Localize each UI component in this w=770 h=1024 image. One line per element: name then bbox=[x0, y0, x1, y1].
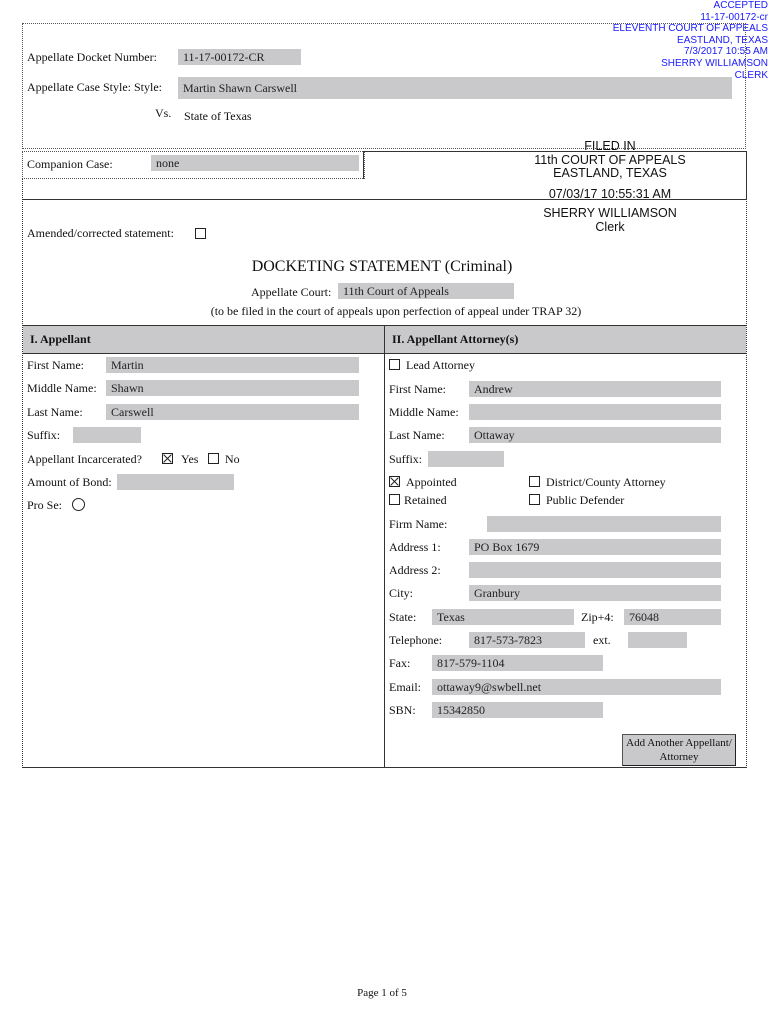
lead-attorney-checkbox[interactable] bbox=[389, 359, 400, 370]
filed-datetime-text: 07/03/17 10:55:31 AM bbox=[548, 186, 672, 201]
district-attorney-label: District/County Attorney bbox=[546, 475, 666, 489]
city-label: City: bbox=[389, 586, 414, 600]
filed-stamp bbox=[510, 140, 710, 235]
firm-name-label: Firm Name: bbox=[389, 517, 448, 531]
incarcerated-yes-label: Yes bbox=[181, 452, 199, 466]
attorney-middle-name-label: Middle Name: bbox=[389, 405, 459, 419]
zip-label: Zip+4: bbox=[581, 610, 614, 624]
ext-label: ext. bbox=[593, 633, 611, 647]
firm-name-field[interactable] bbox=[487, 516, 721, 532]
accepted-line: CLERK bbox=[734, 69, 768, 81]
amended-label: Amended/corrected statement: bbox=[27, 226, 174, 240]
zip-field[interactable]: 76048 bbox=[624, 609, 721, 625]
appointed-label: Appointed bbox=[406, 475, 457, 489]
add-appellant-attorney-button[interactable] bbox=[622, 734, 736, 766]
sbn-field[interactable]: 15342850 bbox=[432, 702, 603, 718]
retained-label: Retained bbox=[404, 493, 447, 507]
district-attorney-checkbox[interactable] bbox=[529, 476, 540, 487]
pro-se-label: Pro Se: bbox=[27, 498, 63, 512]
state-field[interactable]: Texas bbox=[432, 609, 574, 625]
page-number: Page 1 of 5 bbox=[357, 987, 407, 999]
telephone-field[interactable]: 817-573-7823 bbox=[469, 632, 585, 648]
telephone-label: Telephone: bbox=[389, 633, 443, 647]
lead-attorney-label: Lead Attorney bbox=[406, 358, 475, 372]
state-label: State: bbox=[389, 610, 417, 624]
retained-checkbox[interactable] bbox=[389, 494, 400, 505]
attorney-last-name-field[interactable]: Ottaway bbox=[469, 427, 721, 443]
filed-in-text: FILED IN bbox=[584, 139, 636, 153]
incarcerated-yes-checkbox[interactable] bbox=[162, 453, 173, 464]
attorney-section-header: II. Appellant Attorney(s) bbox=[385, 326, 746, 353]
address1-label: Address 1: bbox=[389, 540, 441, 554]
amended-checkbox[interactable] bbox=[195, 228, 206, 239]
address2-label: Address 2: bbox=[389, 563, 441, 577]
accepted-line: EASTLAND, TEXAS bbox=[677, 34, 768, 46]
public-defender-label: Public Defender bbox=[546, 493, 625, 507]
appellant-first-name-field[interactable]: Martin bbox=[106, 357, 359, 373]
appellant-first-name-label: First Name: bbox=[27, 358, 84, 372]
address1-field[interactable]: PO Box 1679 bbox=[469, 539, 721, 555]
add-button-label-line1: Add Another Appellant/ bbox=[626, 737, 732, 749]
bond-field[interactable] bbox=[117, 474, 234, 490]
case-style-field[interactable]: Martin Shawn Carswell bbox=[178, 77, 732, 99]
companion-field[interactable]: none bbox=[151, 155, 359, 171]
accepted-line: 11-17-00172-cr bbox=[700, 11, 768, 23]
docket-number-field[interactable]: 11-17-00172-CR bbox=[178, 49, 301, 65]
attorney-suffix-label: Suffix: bbox=[389, 452, 423, 466]
filed-city-text: EASTLAND, TEXAS bbox=[553, 166, 667, 181]
docket-label: Appellate Docket Number: bbox=[27, 50, 157, 64]
statement-title: DOCKETING STATEMENT (Criminal) bbox=[251, 258, 513, 275]
email-label: Email: bbox=[389, 680, 421, 694]
stamp-box-top bbox=[363, 151, 746, 152]
appellant-last-name-field[interactable]: Carswell bbox=[106, 404, 359, 420]
fax-label: Fax: bbox=[389, 656, 411, 670]
form-bottom-line bbox=[22, 767, 746, 768]
appellant-middle-name-field[interactable]: Shawn bbox=[106, 380, 359, 396]
case-style-label: Appellate Case Style: Style: bbox=[27, 80, 162, 94]
attorney-last-name-label: Last Name: bbox=[389, 428, 445, 442]
stamp-box-right bbox=[746, 151, 747, 199]
incarcerated-label: Appellant Incarcerated? bbox=[27, 452, 142, 466]
vs-value: State of Texas bbox=[184, 109, 252, 123]
attorney-first-name-label: First Name: bbox=[389, 382, 446, 396]
appellant-suffix-label: Suffix: bbox=[27, 428, 61, 442]
email-field[interactable]: ottaway9@swbell.net bbox=[432, 679, 721, 695]
bond-label: Amount of Bond: bbox=[27, 475, 112, 489]
address2-field[interactable] bbox=[469, 562, 721, 578]
incarcerated-no-checkbox[interactable] bbox=[208, 453, 219, 464]
appellate-court-field[interactable]: 11th Court of Appeals bbox=[338, 283, 514, 299]
public-defender-checkbox[interactable] bbox=[529, 494, 540, 505]
filed-court-text: 11th COURT OF APPEALS bbox=[534, 152, 686, 167]
appellate-court-label: Appellate Court: bbox=[251, 285, 332, 299]
companion-label: Companion Case: bbox=[27, 157, 113, 171]
vs-label: Vs. bbox=[155, 106, 172, 120]
appellant-section-header: I. Appellant bbox=[23, 326, 384, 353]
filed-clerk-name: SHERRY WILLIAMSON bbox=[543, 206, 677, 221]
column-divider bbox=[384, 325, 385, 768]
accepted-line: ACCEPTED bbox=[713, 0, 768, 11]
ext-field[interactable] bbox=[628, 632, 687, 648]
stamp-box-bottom bbox=[22, 199, 746, 200]
appellant-last-name-label: Last Name: bbox=[27, 405, 83, 419]
attorney-suffix-field[interactable] bbox=[428, 451, 504, 467]
city-field[interactable]: Granbury bbox=[469, 585, 721, 601]
fax-field[interactable]: 817-579-1104 bbox=[432, 655, 603, 671]
incarcerated-no-label: No bbox=[225, 452, 240, 466]
appointed-checkbox[interactable] bbox=[389, 476, 400, 487]
accepted-line: ELEVENTH COURT OF APPEALS bbox=[612, 23, 768, 35]
attorney-first-name-field[interactable]: Andrew bbox=[469, 381, 721, 397]
add-button-label-line2: Attorney bbox=[659, 751, 699, 763]
accepted-line: 7/3/2017 10:55 AM bbox=[684, 46, 768, 58]
appellant-suffix-field[interactable] bbox=[73, 427, 141, 443]
attorney-middle-name-field[interactable] bbox=[469, 404, 721, 420]
stamp-box-left bbox=[363, 151, 364, 179]
sbn-label: SBN: bbox=[389, 703, 416, 717]
trap-note: (to be filed in the court of appeals upon perfection of appeal under TRAP 32) bbox=[210, 304, 582, 318]
appellant-middle-name-label: Middle Name: bbox=[27, 381, 97, 395]
pro-se-radio[interactable] bbox=[72, 498, 85, 511]
accepted-line: SHERRY WILLIAMSON bbox=[661, 57, 768, 69]
form-right-border bbox=[746, 199, 747, 768]
filed-clerk-title: Clerk bbox=[595, 219, 625, 234]
